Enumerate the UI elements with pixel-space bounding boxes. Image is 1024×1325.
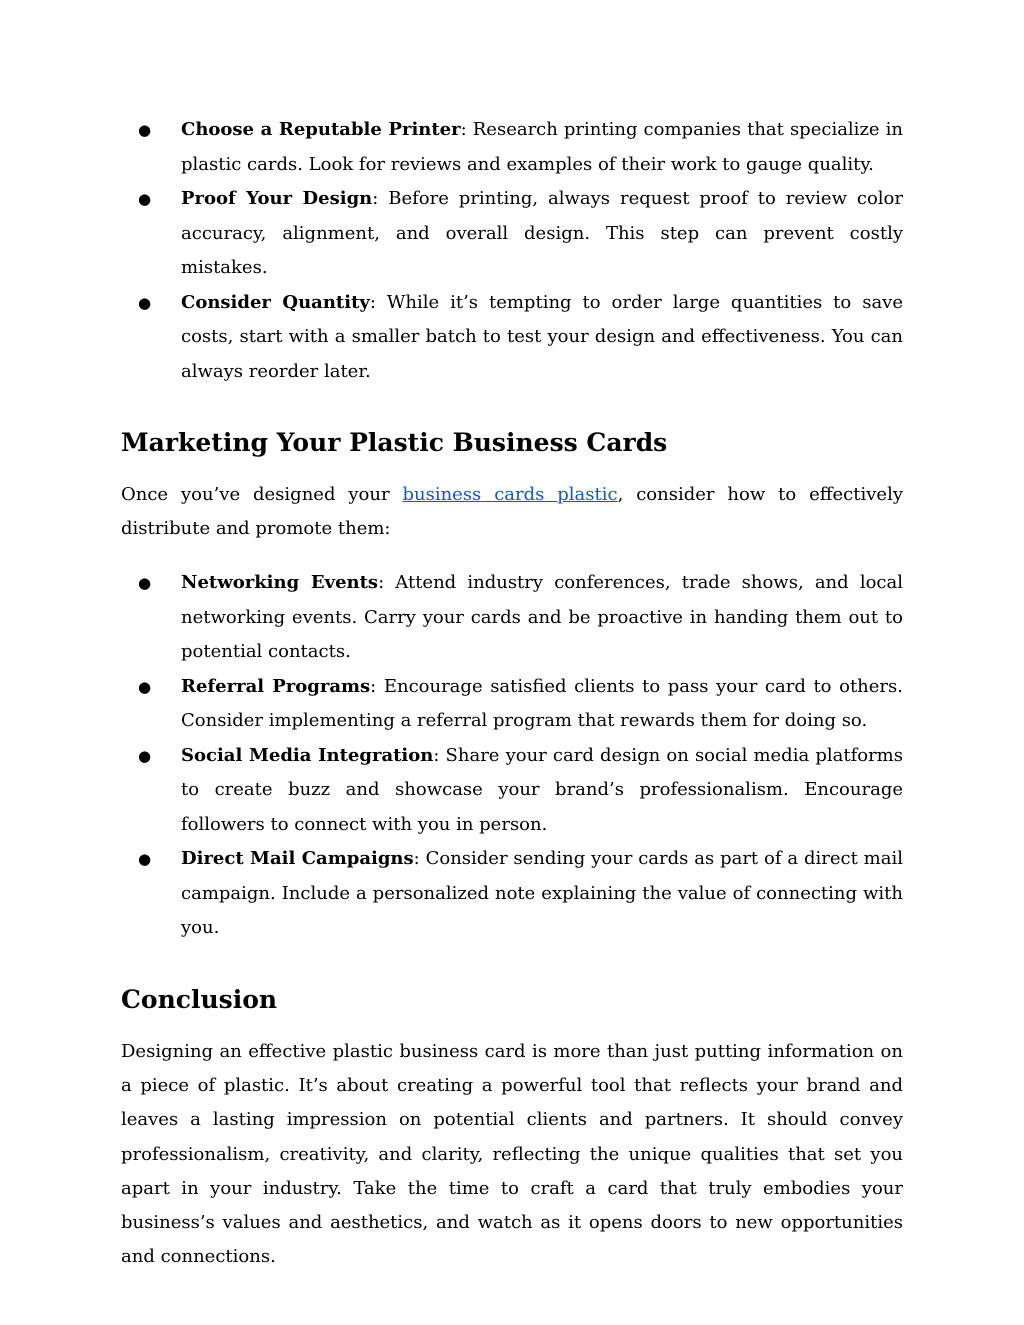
marketing-list — [121, 566, 903, 946]
list-item-desc: : Attend industry conferences, trade shows, and local networking events. Carry your cards and be proactive in handing them out to potential contacts. — [181, 572, 903, 663]
bullet-icon: ● — [138, 850, 152, 869]
list-item — [121, 739, 903, 843]
list-item — [121, 286, 903, 390]
intro-text-after: , consider how to effectively distribute and promote them: — [121, 484, 903, 540]
conclusion-heading: Conclusion — [121, 984, 278, 1014]
list-item-desc: : Encourage satisfied clients to pass your card to others. Consider implementing a referral program that rewards them for doing so. — [181, 675, 903, 732]
conclusion-body: Designing an effective plastic business card is more than just putting information on a piece of plastic. It’s about creating a powerful tool that reflects your brand and leaves a lasting impression on potential clients and partners. It should convey professionalism, creativity, and clarity, reflecting the unique qualities that set you apart in your industry. Take the time to craft a card that truly embodies your business’s values and aesthetics, and watch as it opens doors to new opportunities and connections. — [121, 1040, 903, 1268]
list-item-term: Choose a Reputable Printer — [181, 119, 461, 140]
list-item — [121, 182, 903, 286]
list-item-desc: : Share your card design on social media platforms to create buzz and showcase your brand’s professionalism. Encourage followers to connect with you in person. — [181, 744, 903, 835]
bullet-icon: ● — [138, 677, 152, 696]
bullet-icon: ● — [138, 121, 152, 139]
list-item — [121, 842, 903, 946]
list-item-term: Networking Events — [181, 572, 379, 594]
list-item-desc: : While it’s tempting to order large quantities to save costs, start with a smaller batch to test your design and effectiveness. You can always reorder later. — [181, 291, 903, 382]
list-item — [121, 113, 903, 182]
list-item-desc: : Research printing companies that specialize in plastic cards. Look for reviews and examples of their work to gauge quality. — [181, 119, 903, 175]
document-page — [121, 113, 903, 1274]
list-item-term: Social Media Integration — [181, 744, 434, 766]
list-item-term: Direct Mail Campaigns — [181, 848, 414, 870]
bullet-icon: ● — [138, 293, 152, 312]
marketing-intro — [121, 478, 903, 546]
list-item — [121, 670, 903, 739]
list-item-term: Referral Programs — [181, 675, 371, 697]
list-item-desc: : Before printing, always request proof to review color accuracy, alignment, and overall design. This step can prevent costly mistakes. — [181, 188, 904, 278]
list-item — [121, 566, 903, 670]
printing-tips-list — [121, 113, 903, 389]
marketing-heading: Marketing Your Plastic Business Cards — [121, 428, 668, 457]
bullet-icon: ● — [138, 190, 152, 208]
bullet-icon: ● — [138, 574, 152, 593]
business-cards-plastic-link[interactable]: business cards plastic — [402, 484, 618, 505]
list-item-term: Proof Your Design — [181, 188, 373, 209]
intro-text-before: Once you’ve designed your — [121, 484, 403, 505]
list-item-desc: : Consider sending your cards as part of a direct mail campaign. Include a personalized note explaining the value of connecting with you. — [181, 848, 903, 939]
list-item-term: Consider Quantity — [181, 291, 370, 313]
bullet-icon: ● — [138, 746, 152, 765]
